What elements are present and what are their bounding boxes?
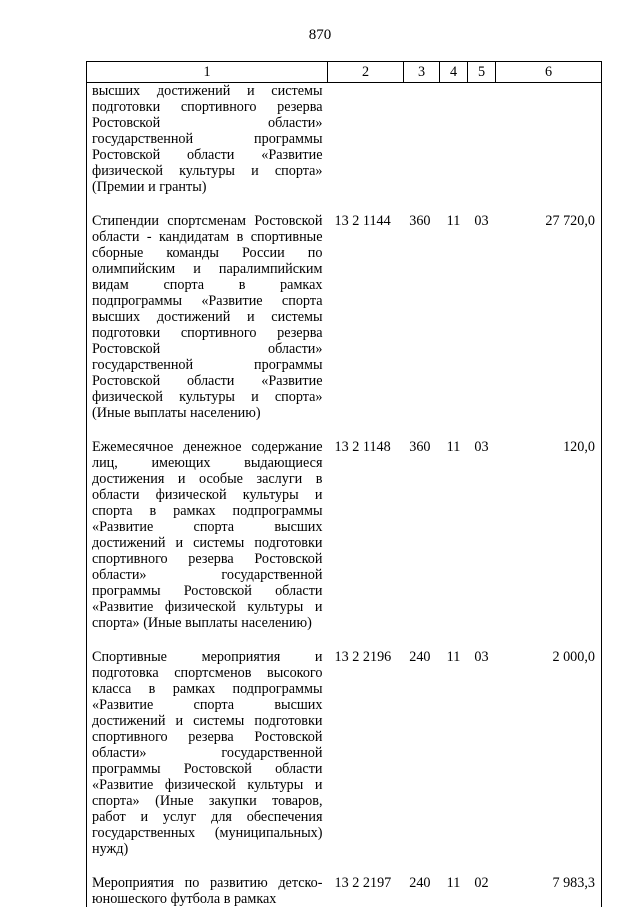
row-subsection: 03 (468, 645, 496, 871)
row-section: 11 (440, 645, 468, 871)
row-expense-type (404, 83, 440, 210)
row-expense-type: 240 (404, 645, 440, 871)
row-expense-type: 240 (404, 871, 440, 907)
column-header-1: 1 (87, 62, 328, 83)
row-name: Стипендии спортсменам Ростовской области - кандидатам в спортивные сборные команды России по олимпийским и паралимпийским видам спорта в рамках подпрограммы «Развитие спорта высших достижений и системы подготовки спортивного резерва Ростовской области» государственной программы Ростовской области «Развитие физической культуры и спорта» (Иные выплаты населению) (87, 209, 328, 435)
table-row (87, 435, 602, 645)
row-code (328, 83, 404, 210)
table-row (87, 871, 602, 907)
row-name: Ежемесячное денежное содержание лиц, имеющих выдающиеся достижения и особые заслуги в области физической культуры и спорта в рамках подпрограммы «Развитие спорта высших достижений и системы подготовки спортивного резерва Ростовской области» государственной программы Ростовской области «Развитие физической культуры и спорта» (Иные выплаты населению) (87, 435, 328, 645)
row-section: 11 (440, 871, 468, 907)
row-expense-type: 360 (404, 435, 440, 645)
table-header (87, 62, 602, 83)
row-amount: 7 983,3 (496, 871, 602, 907)
page-number: 870 (0, 27, 640, 44)
header-row (87, 62, 602, 83)
table-row (87, 645, 602, 871)
row-subsection: 03 (468, 209, 496, 435)
table-row (87, 209, 602, 435)
row-subsection (468, 83, 496, 210)
column-header-3: 3 (404, 62, 440, 83)
row-section: 11 (440, 435, 468, 645)
row-amount: 120,0 (496, 435, 602, 645)
budget-table (86, 61, 602, 907)
row-expense-type: 360 (404, 209, 440, 435)
row-amount: 2 000,0 (496, 645, 602, 871)
row-subsection: 02 (468, 871, 496, 907)
row-section: 11 (440, 209, 468, 435)
table-row (87, 83, 602, 210)
row-code: 13 2 2196 (328, 645, 404, 871)
column-header-4: 4 (440, 62, 468, 83)
row-code: 13 2 1148 (328, 435, 404, 645)
row-amount: 27 720,0 (496, 209, 602, 435)
column-header-6: 6 (496, 62, 602, 83)
row-section (440, 83, 468, 210)
row-name: Мероприятия по развитию детско-юношеского футбола в рамках (87, 871, 328, 907)
row-name: высших достижений и системы подготовки спортивного резерва Ростовской области» государственной программы Ростовской области «Развитие физической культуры и спорта» (Премии и гранты) (87, 83, 328, 210)
row-name: Спортивные мероприятия и подготовка спортсменов высокого класса в рамках подпрограммы «Развитие спорта высших достижений и системы подготовки спортивного резерва Ростовской области» государственной программы Ростовской области «Развитие физической культуры и спорта» (Иные закупки товаров, работ и услуг для обеспечения государственных (муниципальных) нужд) (87, 645, 328, 871)
table-body (87, 83, 602, 907)
row-amount (496, 83, 602, 210)
row-code: 13 2 1144 (328, 209, 404, 435)
column-header-5: 5 (468, 62, 496, 83)
row-code: 13 2 2197 (328, 871, 404, 907)
row-subsection: 03 (468, 435, 496, 645)
column-header-2: 2 (328, 62, 404, 83)
